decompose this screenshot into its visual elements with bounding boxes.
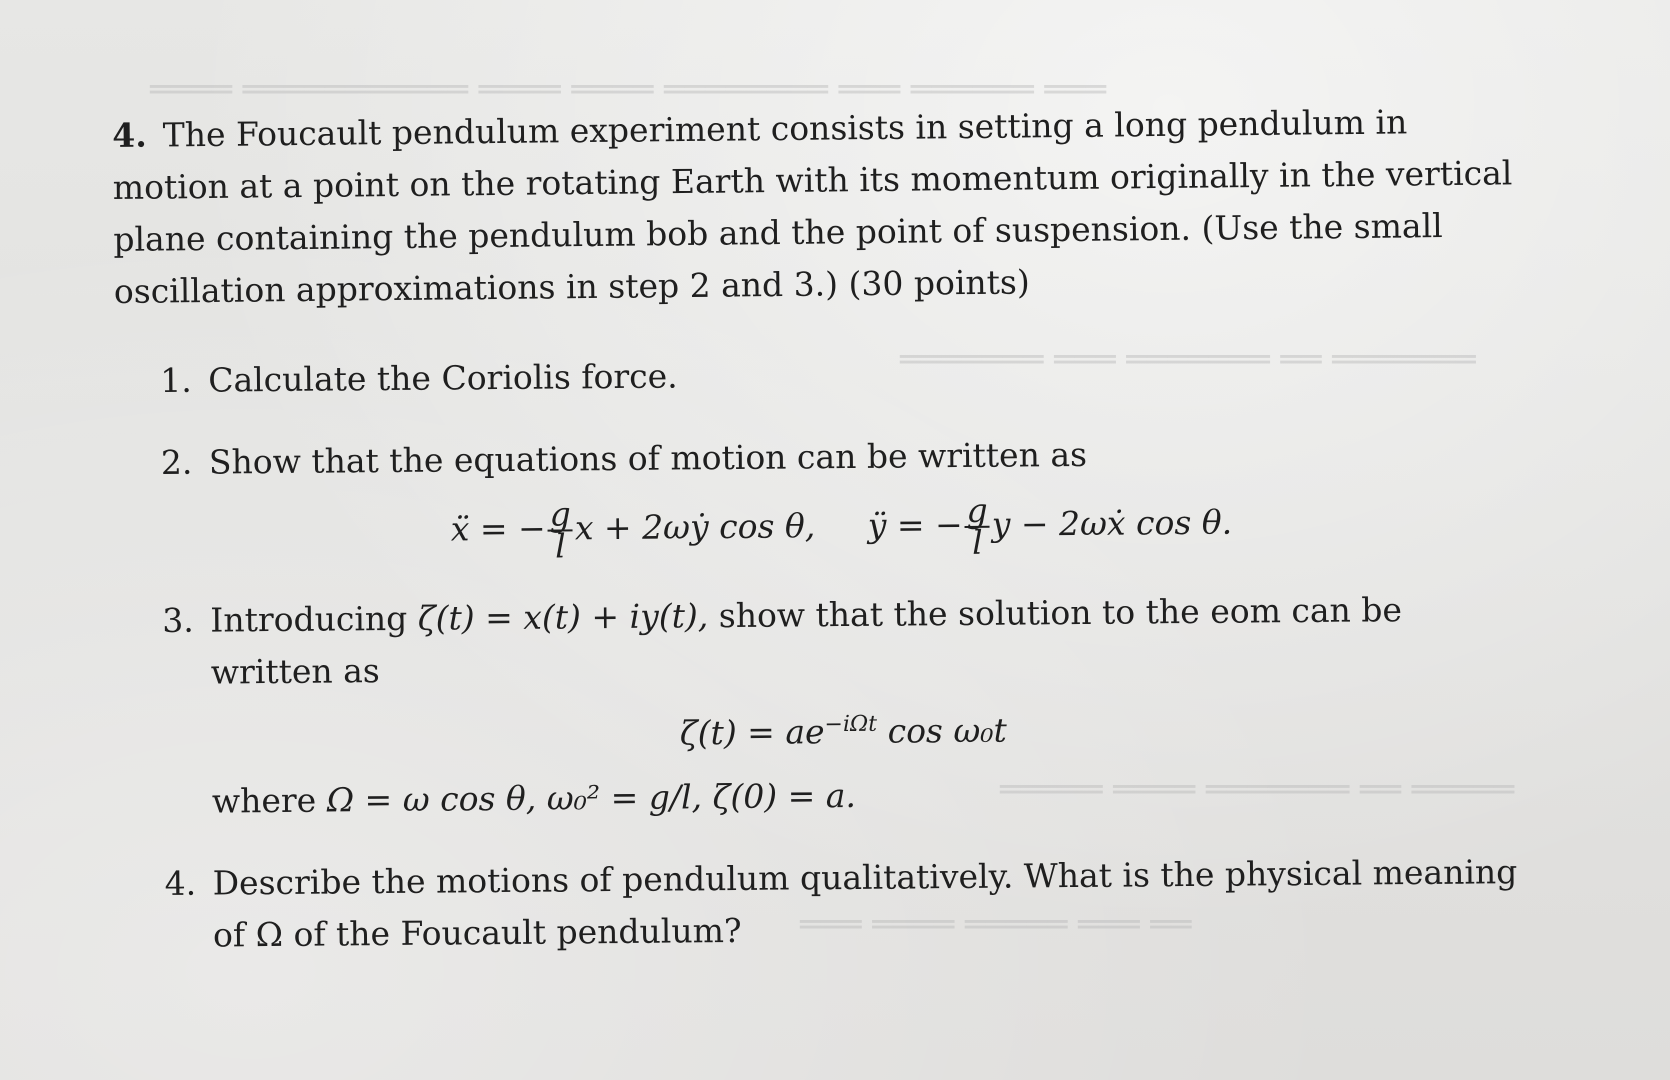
problem-text: The Foucault pendulum experiment consists in setting a long pendulum in motion at a point on the rotating Earth with its momentum originally in the vertical plane containing the pendulum bob and the point of suspension. (Use the small oscillation approximations in step 2 and 3.) (30 points) bbox=[112, 102, 1513, 311]
item-number: 4. bbox=[164, 863, 197, 903]
bleed-through-decoration: ═══ ══════ ═══ ════════ ════ ════ ═══════════ ════ bbox=[150, 70, 1106, 110]
frac-numerator: g bbox=[966, 490, 988, 530]
problem-statement bbox=[112, 95, 1534, 318]
item-number: 1. bbox=[160, 360, 192, 400]
item-number: 3. bbox=[162, 600, 194, 640]
item-4 bbox=[164, 846, 1525, 962]
eom-x-lhs: ẍ = − bbox=[450, 508, 546, 549]
item-text: Show that the equations of motion can be written as bbox=[208, 434, 1088, 482]
solution-equation bbox=[163, 693, 1523, 764]
bleed-through-decoration: ══ ═══ ═════ ════ ═══ bbox=[800, 905, 1192, 945]
where-line bbox=[212, 764, 1524, 827]
sub-items bbox=[160, 343, 1526, 992]
zeta-definition: ζ(t) = x(t) + iy(t), bbox=[417, 596, 709, 638]
eom-x-rhs: x + 2ωẏ cos θ, bbox=[574, 506, 816, 548]
solution-exponent: −iΩt bbox=[824, 711, 878, 738]
frac-numerator: g bbox=[549, 494, 571, 534]
fraction-g-over-l bbox=[964, 490, 990, 562]
item-number: 2. bbox=[160, 442, 193, 482]
frac-denominator: l bbox=[554, 526, 566, 566]
eom-y-rhs: y − 2ωẋ cos θ. bbox=[991, 502, 1233, 544]
problem-number: 4. bbox=[112, 115, 147, 155]
item-text: Calculate the Coriolis force. bbox=[208, 356, 678, 400]
item-3 bbox=[162, 583, 1524, 828]
item-2 bbox=[161, 425, 1522, 565]
item-1 bbox=[160, 343, 1520, 407]
bleed-through-decoration: ═════ ══ ═══════ ════ ═════ bbox=[1000, 770, 1515, 810]
where-word: where bbox=[211, 780, 317, 821]
item-text: Describe the motions of pendulum qualitatively. What is the physical meaning of Ω of the Foucault pendulum? bbox=[212, 852, 1518, 955]
solution-lhs: ζ(t) = ae bbox=[679, 712, 825, 753]
solution-rhs: cos ω₀t bbox=[887, 710, 1007, 751]
equations-of-motion bbox=[161, 491, 1521, 565]
fraction-g-over-l bbox=[547, 494, 573, 566]
item-text-a: Introducing bbox=[210, 598, 408, 640]
eom-y-lhs: ÿ = − bbox=[867, 505, 963, 545]
item-text-b: show that the solution to the eom can be written as bbox=[210, 590, 1403, 692]
frac-denominator: l bbox=[971, 522, 983, 562]
bleed-through-decoration: ═══════ ══ ═══════ ═══ ═══════ bbox=[900, 340, 1476, 380]
where-definitions: Ω = ω cos θ, ω₀² = g/l, ζ(0) = a. bbox=[326, 775, 857, 820]
